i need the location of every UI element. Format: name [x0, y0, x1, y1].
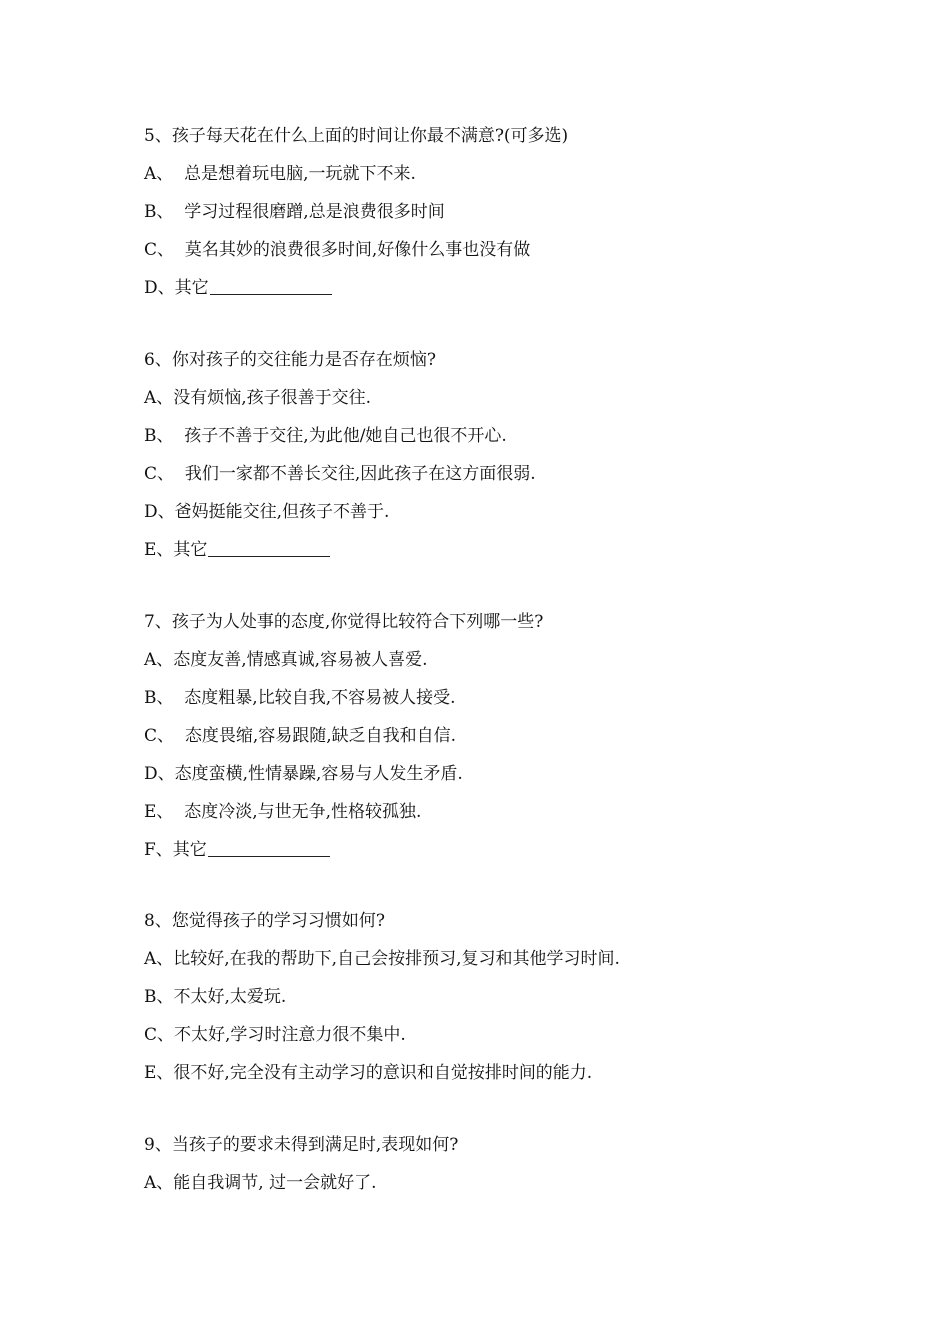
question-7 — [144, 603, 864, 869]
option-d — [144, 269, 864, 307]
question-6 — [144, 341, 864, 569]
option-e — [144, 1054, 864, 1092]
option-text: C、 态度畏缩,容易跟随,缺乏自我和自信. — [144, 726, 457, 746]
option-b — [144, 417, 864, 455]
option-text: F、其它 — [144, 840, 207, 860]
option-b — [144, 978, 864, 1016]
question-5 — [144, 117, 864, 307]
option-text: D、爸妈挺能交往,但孩子不善于. — [144, 502, 390, 522]
option-d — [144, 493, 864, 531]
option-text: B、 孩子不善于交往,为此他/她自己也很不开心. — [144, 426, 507, 446]
question-title: 7、孩子为人处事的态度,你觉得比较符合下列哪一些? — [144, 612, 544, 632]
question-title: 5、孩子每天花在什么上面的时间让你最不满意?(可多选) — [144, 126, 569, 146]
option-a — [144, 155, 864, 193]
question-title: 8、您觉得孩子的学习习惯如何? — [144, 911, 385, 931]
option-f — [144, 831, 864, 869]
option-text: E、很不好,完全没有主动学习的意识和自觉按排时间的能力. — [144, 1063, 593, 1083]
option-text: D、其它 — [144, 278, 209, 298]
option-d — [144, 755, 864, 793]
question-title: 6、你对孩子的交往能力是否存在烦恼? — [144, 350, 436, 370]
option-e — [144, 793, 864, 831]
option-text: C、 我们一家都不善长交往,因此孩子在这方面很弱. — [144, 464, 536, 484]
fill-in-blank[interactable] — [210, 278, 332, 295]
option-a — [144, 379, 864, 417]
option-text: A、能自我调节, 过一会就好了. — [144, 1173, 377, 1193]
option-a — [144, 940, 864, 978]
option-c — [144, 455, 864, 493]
option-text: A、比较好,在我的帮助下,自己会按排预习,复习和其他学习时间. — [144, 949, 620, 969]
option-text: E、 态度冷淡,与世无争,性格较孤独. — [144, 802, 422, 822]
fill-in-blank[interactable] — [208, 840, 330, 857]
option-b — [144, 679, 864, 717]
option-text: C、 莫名其妙的浪费很多时间,好像什么事也没有做 — [144, 240, 531, 260]
option-a — [144, 641, 864, 679]
option-text: A、 总是想着玩电脑,一玩就下不来. — [144, 164, 416, 184]
question-8 — [144, 902, 864, 1092]
question-9 — [144, 1126, 864, 1202]
option-text: B、 学习过程很磨蹭,总是浪费很多时间 — [144, 202, 445, 222]
option-text: D、态度蛮横,性情暴躁,容易与人发生矛盾. — [144, 764, 463, 784]
option-c — [144, 1016, 864, 1054]
option-text: A、没有烦恼,孩子很善于交往. — [144, 388, 372, 408]
option-c — [144, 231, 864, 269]
option-a — [144, 1164, 864, 1202]
option-text: B、不太好,太爱玩. — [144, 987, 287, 1007]
option-e — [144, 531, 864, 569]
option-b — [144, 193, 864, 231]
option-c — [144, 717, 864, 755]
question-title: 9、当孩子的要求未得到满足时,表现如何? — [144, 1135, 459, 1155]
option-text: E、其它 — [144, 540, 208, 560]
option-text: C、不太好,学习时注意力很不集中. — [144, 1025, 406, 1045]
option-text: B、 态度粗暴,比较自我,不容易被人接受. — [144, 688, 456, 708]
fill-in-blank[interactable] — [208, 540, 330, 557]
option-text: A、态度友善,情感真诚,容易被人喜爱. — [144, 650, 428, 670]
